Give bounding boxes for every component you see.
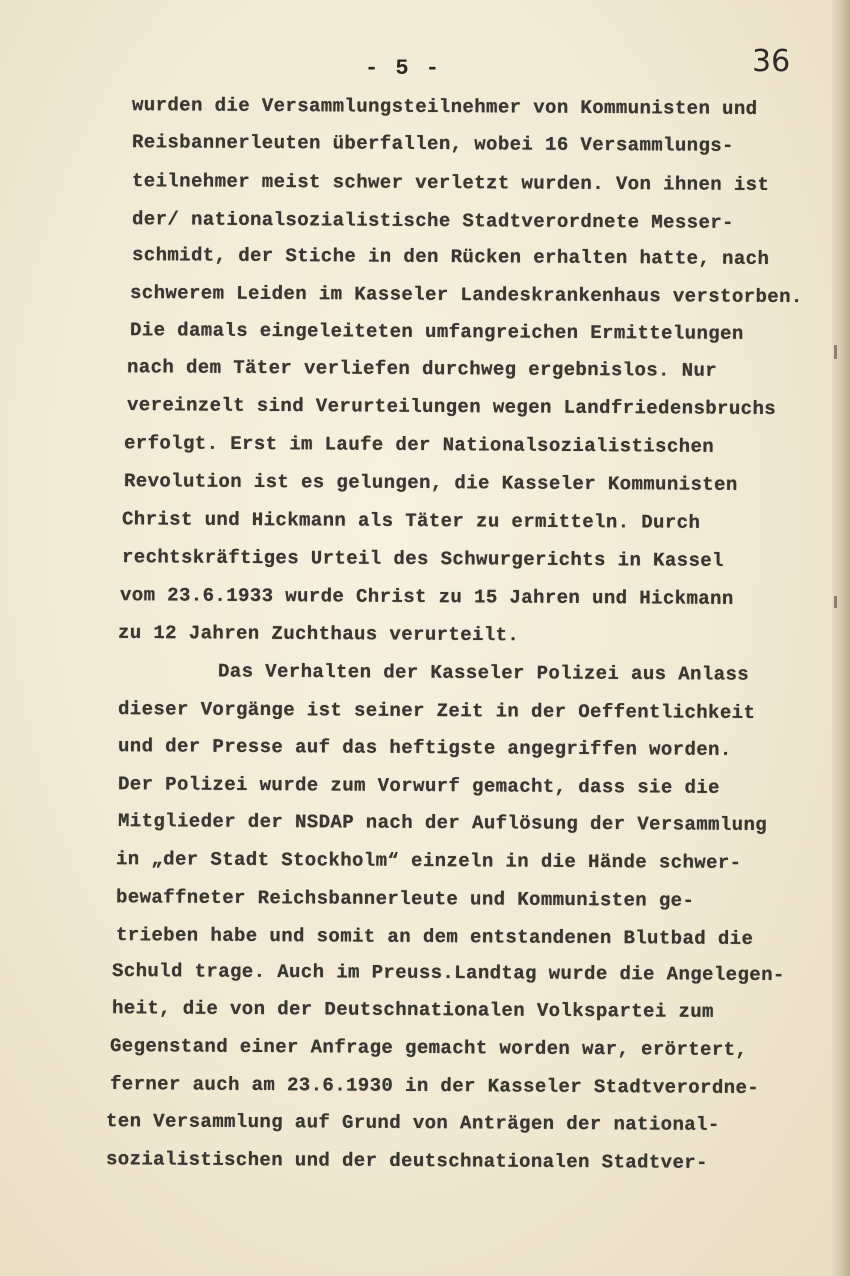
text-line: Mitglieder der NSDAP nach der Auflösung der Versammlung [117, 810, 768, 836]
margin-mark [834, 345, 837, 359]
text-line: Reisbannerleuten überfallen, wobei 16 Versammlungs- [131, 131, 734, 157]
text-line: Der Polizei wurde zum Vorwurf gemacht, dass sie die [117, 773, 720, 799]
text-line: wurden die Versammlungsteilnehmer von Kommunisten und [131, 94, 758, 120]
text-line: Gegenstand einer Anfrage gemacht worden war, erörtert, [109, 1035, 748, 1061]
text-line: zu 12 Jahren Zuchthaus verurteilt. [117, 621, 520, 647]
page-number: - 5 - [365, 56, 442, 81]
text-line: Revolution ist es gelungen, die Kasseler Kommunisten [123, 470, 738, 496]
text-line: schwerem Leiden im Kasseler Landeskrankenhaus verstorben. [129, 281, 803, 309]
text-line: Die damals eingeleiteten umfangreichen Ermittelungen [129, 319, 744, 345]
text-line: rechtskräftiges Urteil des Schwurgerichts in Kassel [121, 546, 724, 572]
text-line: Das Verhalten der Kasseler Polizei aus Anlass [217, 660, 750, 686]
text-line: dieser Vorgänge ist seiner Zeit in der Oeffentlichkeit [117, 698, 756, 724]
text-line: vereinzelt sind Verurteilungen wegen Landfriedensbruchs [126, 394, 777, 420]
text-line: nach dem Täter verliefen durchweg ergebnislos. Nur [126, 356, 718, 382]
text-line: schmidt, der Stiche in den Rücken erhalten hatte, nach [131, 244, 770, 270]
text-line: ten Versammlung auf Grund von Anträgen der national- [105, 1110, 720, 1136]
text-line: und der Presse auf das heftigste angegriffen worden. [117, 735, 732, 761]
text-line: teilnehmer meist schwer verletzt wurden. Von ihnen ist [131, 170, 770, 196]
text-line: ferner auch am 23.6.1930 in der Kasseler Stadtverordne- [109, 1073, 760, 1099]
text-line: Christ und Hickmann als Täter zu ermitteln. Durch [121, 508, 701, 534]
text-line: Schuld trage. Auch im Preuss.Landtag wurde die Angelegen- [111, 959, 785, 987]
text-line: bewaffneter Reichsbannerleute und Kommunisten ge- [115, 886, 695, 912]
archive-folio-number: 36 [752, 44, 791, 79]
text-line: sozialistischen und der deutschnationalen Stadtver- [105, 1148, 708, 1174]
text-line: in „der Stadt Stockholm“ einzeln in die Hände schwer- [115, 848, 742, 874]
text-line: trieben habe und somit an dem entstandenen Blutbad die [115, 924, 754, 950]
text-line: heit, die von der Deutschnationalen Volkspartei zum [111, 997, 714, 1023]
page-edge-shadow [832, 0, 850, 1276]
margin-mark [834, 596, 837, 608]
text-line: erfolgt. Erst im Laufe der Nationalsozialistischen [123, 432, 715, 458]
text-line: vom 23.6.1933 wurde Christ zu 15 Jahren und Hickmann [119, 584, 734, 610]
text-line: der/ nationalsozialistische Stadtverordnete Messer- [131, 208, 734, 234]
